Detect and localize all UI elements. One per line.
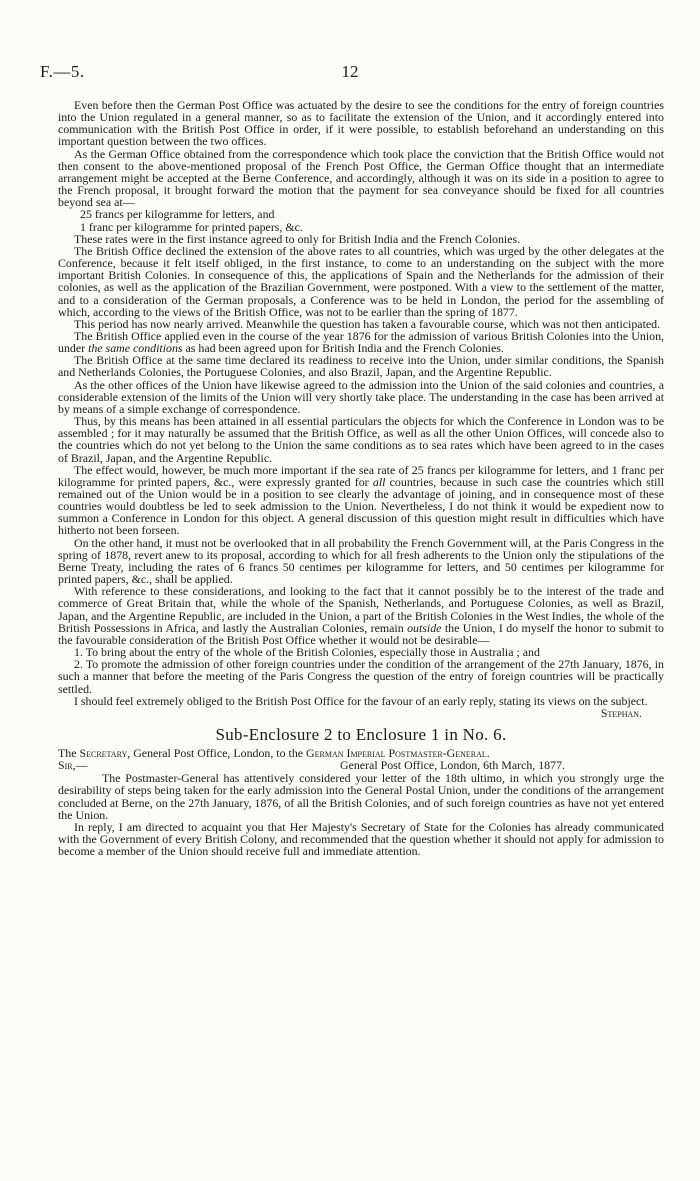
page-number: 12 xyxy=(341,62,359,81)
text-run: The xyxy=(58,746,77,761)
paragraph: This period has now nearly arrived. Meanwhile the question has taken a favourable course, which was not then anticipated. xyxy=(74,316,661,331)
paragraph: I should feel extremely obliged to the British Post Office for the favour of an early reply, stating its views on the subject. xyxy=(74,693,648,708)
paragraph: These rates were in the first instance agreed to only for British India and the French Colonies. xyxy=(74,231,521,246)
sub-enclosure-heading: Sub-Enclosure 2 to Enclosure 1 in No. 6. xyxy=(215,724,507,744)
rate-line: 25 francs per kilogramme for letters, and xyxy=(80,207,275,222)
recipient-title: German Imperial Postmaster-General. xyxy=(306,746,490,761)
paragraph: As the German Office obtained from the correspondence which took place the conviction that the British Office would not then consent to the above-mentioned proposal of the French Post Office, the German Office thought that an intermediate arrangement might be accepted at the Berne Conference, and accordingly, although it was on its side in a position to agree to the French proposal, it brought forward the motion that the payment for sea conveyance should be fixed for all countries beyond sea at— xyxy=(58,146,664,210)
document-body xyxy=(58,99,664,857)
document-reference: F.—5. xyxy=(40,62,85,81)
text-run: as had been agreed upon for British India and the French Colonies. xyxy=(185,341,504,356)
salutation: Sir,— xyxy=(58,758,88,773)
paragraph: The British Office declined the extension of the above rates to all countries, which was urged by the other delegates at the Conference, because it felt itself obliged, in the first instance, to come to an understanding on the subject with the more important British Colonies. In consequence of this, the applications of Spain and the Netherlands for the admission of their colonies, as well as the application of the Brazilian Government, were postponed. With a view to the settlement of the matter, and to a consideration of the German proposals, a Conference was to be held in London, the period for the assembling of which, according to the views of the British Office, was not to be earlier than the spring of 1877. xyxy=(58,243,664,319)
page-header xyxy=(40,62,660,82)
sub-enclosure-letter xyxy=(58,747,664,857)
signature: Stephan. xyxy=(600,705,642,720)
paragraph: Even before then the German Post Office was actuated by the desire to see the conditions for the entry of foreign countries into the Union regulated in a general manner, so as to facilitate the extension of the Union, and it accordingly entered into communication with the British Post Office in order, if it were possible, to establish beforehand an understanding on this important question between the two offices. xyxy=(58,98,664,149)
emphasis-text: all xyxy=(372,474,386,489)
emphasis-text: the same conditions xyxy=(88,341,183,356)
paragraph xyxy=(58,464,664,537)
text-run: The British Office applied even in the course of the year 1876 for the admission of various British Colonies into the Union, under xyxy=(58,328,664,356)
paragraph: Thus, by this means has been attained in all essential particulars the objects for which the Conference in London was to be assembled ; for it may naturally be assumed that the British Office, as well as all the other Union Offices, will concede also to the countries which do not yet belong to the Union the same conditions as to sea rates which have been agreed to in the cases of Brazil, Japan, and the Argentine Republic. xyxy=(58,414,664,465)
paragraph: In reply, I am directed to acquaint you that Her Majesty's Secretary of State for the Colonies has already communicated with the Government of every British Colony, and recommended that the question whether it should not apply for admission to become a member of the Union should receive full and immediate attention. xyxy=(58,819,664,859)
sender-title: Secretary, xyxy=(79,746,131,761)
paragraph xyxy=(58,330,664,354)
paragraph: The British Office at the same time declared its readiness to receive into the Union, under similar conditions, the Spanish and Netherlands Colonies, the Portuguese Colonies, and also Brazil, Japan, and the Argentine Republic. xyxy=(58,353,664,380)
salutation-line xyxy=(58,759,664,772)
paragraph: On the other hand, it must not be overlooked that in all probability the French Government will, at the Paris Congress in the spring of 1878, revert anew to its proposal, according to which for all fresh adherents to the Union only the stipulations of the Berne Treaty, including the rates of 6 francs 50 centimes per kilogramme for letters, and 50 centimes per kilogramme for printed papers, &c., shall be applied. xyxy=(58,535,664,587)
numbered-item: 2. To promote the admission of other foreign countries under the condition of the arrangement of the 27th January, 1876, in such a manner that before the meeting of the Paris Congress the question of the entry of foreign countries will be practically settled. xyxy=(58,657,664,696)
text-run: the Union, I do myself the honor to submit to the favourable consideration of the British Post Office whether it would not be desirable— xyxy=(58,620,664,647)
place-date: General Post Office, London, 6th March, 1877. xyxy=(340,758,565,773)
paragraph: As the other offices of the Union have likewise agreed to the admission into the Union of the said colonies and countries, a considerable extension of the limits of the Union will very shortly take place. The understanding in the case has been arrived at by means of a simple exchange of correspondence. xyxy=(58,377,664,416)
emphasis-text: outside xyxy=(407,620,442,635)
numbered-item: 1. To bring about the entry of the whole of the British Colonies, especially those in Australia ; and xyxy=(74,645,540,660)
paragraph: The Postmaster-General has attentively considered your letter of the 18th ultimo, in which you strongly urge the desirability of steps being taken for the early admission into the General Postal Union, under the conditions of the arrangement concluded at Berne, on the 27th January, 1876, of all the British Colonies, and of such foreign countries as have not yet entered the Union. xyxy=(58,771,664,822)
text-run: With reference to these considerations, and looking to the fact that it cannot possibly be to the interest of the trade and commerce of Great Britain that, while the whole of the Spanish, Netherlands, and Portuguese Colonies, as well as Brazil, Japan, and the Argentine Republic, are included in the Union, a part of the British Colonies in the West Indies, the whole of the British Possessions in Africa, and lastly the Australian Colonies, remain xyxy=(58,584,664,635)
text-run: The effect would, however, be much more important if the sea rate of 25 francs per kilogramme for letters, and 1 franc per kilogramme for printed papers, &c., were expressly granted for xyxy=(58,462,664,489)
rate-line: 1 franc per kilogramme for printed papers, &c. xyxy=(80,219,303,234)
paragraph xyxy=(58,585,664,646)
text-run: General Post Office, London, to the xyxy=(133,746,304,761)
text-run: countries, because in such case the countries which still remained out of the Union would be in a position to see clearly the advantage of joining, and in consequence most of these countries would doubtless be led to seek admission to the Union. Nevertheless, I do not think it would be expedient now to summon a Conference in London for this object. A general discussion of this question might result in difficulties which have hitherto not been forseen. xyxy=(58,474,664,538)
